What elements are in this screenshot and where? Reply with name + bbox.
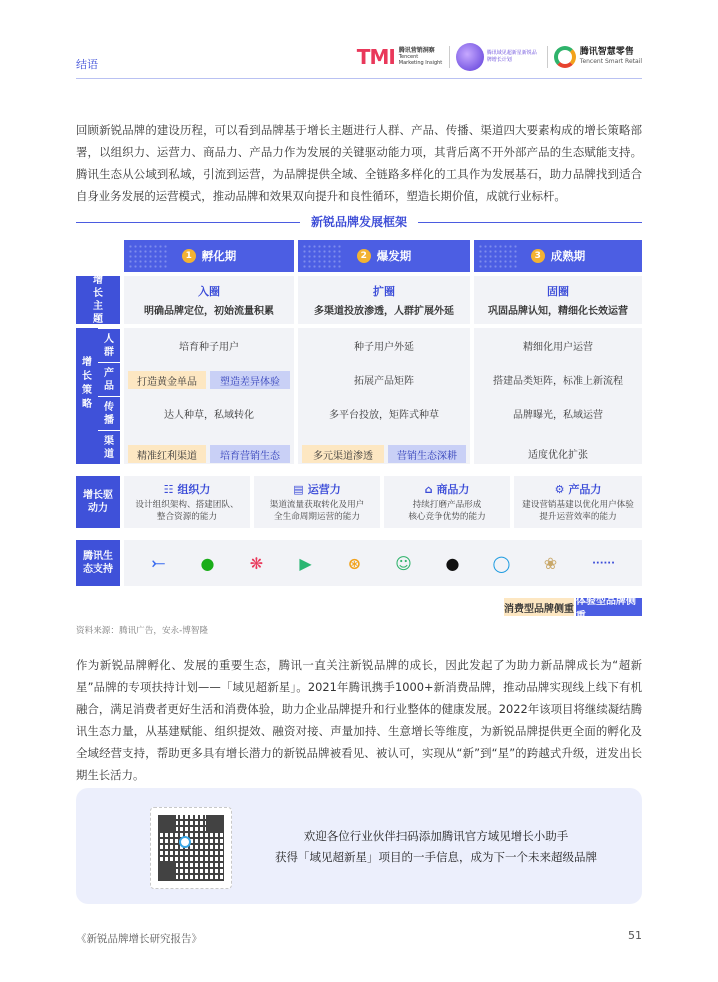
tmi-en-name: Tencent Marketing Insight: [398, 54, 443, 66]
phase-name: 成熟期: [550, 249, 586, 263]
strategy-sub-communication: 传播: [98, 396, 120, 430]
driver-desc: 设计组织架构、搭建团队、: [135, 500, 239, 510]
smart-retail-en: Tencent Smart Retail: [579, 58, 642, 65]
wechat-icon: ●: [200, 553, 215, 573]
smart-retail-logo: [554, 46, 642, 68]
channels-icon: ❋: [249, 553, 264, 573]
driver-card-shop: [384, 476, 510, 528]
phase-header-2: [298, 240, 470, 272]
theme-title: 固圈: [547, 285, 569, 298]
qq-icon: ●: [445, 553, 460, 573]
driver-title: 产品力: [568, 483, 602, 496]
phase-header-3: [474, 240, 642, 272]
theme-cell-2: [298, 276, 470, 324]
theme-title: 扩圈: [373, 285, 395, 298]
strategy-cell: 精细化用户运营: [523, 341, 593, 353]
strategy-cell: 拓展产品矩阵: [354, 375, 414, 387]
experience-focus-tag: 塑造差异体验: [210, 371, 290, 389]
strategy-cell: 品牌曝光，私域运营: [513, 409, 603, 421]
tencent-eco-apps: [124, 540, 642, 586]
strategy-label-text: 增长策略: [82, 357, 92, 410]
page-number: 51: [628, 929, 642, 942]
dot-pattern: [302, 244, 342, 268]
theme-cell-3: [474, 276, 642, 324]
driver-desc: 持续打磨产品形成: [412, 500, 482, 510]
phase-name: 孵化期: [201, 249, 237, 263]
theme-cell-1: [124, 276, 294, 324]
legend-consumer: 消费型品牌侧重: [504, 598, 574, 616]
phase-number: 2: [357, 249, 371, 263]
intro-paragraph: 回顾新锐品牌的建设历程，可以看到品牌基于增长主题进行人群、产品、传播、渠道四大要素构成的增长策略部署，以组织力、运营力、商品力、产品力作为发展的关键驱动能力项，其背后离不开外部产品的生态赋能支持。腾讯生态从公域到私域，引流到运营，为品牌提供全域、全链路多样化的工具作为发展基石，助力品牌找到适合自身业务发展的运营模式，推动品牌和效果双向提升和良性循环，塑造长期价值，成就行业标杆。: [76, 123, 642, 203]
qr-card: [150, 807, 232, 889]
report-title: 《新锐品牌增长研究报告》: [76, 933, 202, 945]
strategy-cell: 达人种草，私域转化: [164, 409, 254, 421]
wechat-pay-icon: ⊛: [347, 553, 362, 573]
strategy-cell: 种子用户外延: [354, 341, 414, 353]
driver-desc: 全生命周期运营的能力: [274, 512, 360, 522]
driver-card-product: [514, 476, 642, 528]
smart-retail-ring-icon: [554, 46, 576, 68]
product-icon: ⚙: [554, 482, 565, 496]
logo-separator: [449, 46, 450, 68]
driver-desc: 提升运营效率的能力: [539, 512, 617, 522]
body-paragraph: 作为新锐品牌孵化、发展的重要生态，腾讯一直关注新锐品牌的成长，因此发起了为助力新品牌成长为“超新星”品牌的专项扶持计划——「域见超新星」。2021年腾讯携手1000+新消费品牌，推动品牌实现线上线下有机融合，满足消费者更好生活和消费体验，助力企业品牌提升和行业整体的健康发展。2022年该项目将继续凝结腾讯生态力量，从基建赋能、组织提效、融资对接、声量加持、生意增长等维度，为新锐品牌提供更全面的孵化及全域经营支持，帮助更多具有增长潜力的新锐品牌被看见、被认可，实现从“新”到“星”的跨越式升级，迸发出长期生长活力。: [76, 658, 642, 782]
phase-name: 爆发期: [376, 249, 412, 263]
qr-center-logo: [179, 836, 191, 848]
consumer-focus-tag: 多元渠道渗透: [302, 445, 384, 463]
qr-line-2: 获得「域见超新星」项目的一手信息，成为下一个未来超级品牌: [275, 850, 597, 864]
logo-separator: [547, 46, 548, 68]
header-divider: [76, 78, 642, 79]
page-header: [76, 42, 642, 76]
experience-focus-tag: 营销生态深耕: [388, 445, 466, 463]
driver-desc: 核心竞争优势的能力: [408, 512, 486, 522]
strategy-cell: 培育种子用户: [179, 341, 239, 353]
dot-pattern: [128, 244, 168, 268]
strategy-cell: 适度优化扩张: [528, 449, 588, 461]
tencent-ads-icon: ⤚: [152, 553, 165, 572]
growth-driver-label: 增长驱动力: [76, 476, 120, 528]
strategy-sub-channel: 渠道: [98, 430, 120, 464]
tencent-eco-label: 腾讯生态支持: [76, 540, 120, 586]
strategy-cell: 多平台投放，矩阵式种草: [329, 409, 439, 421]
phase-header-1: [124, 240, 294, 272]
smart-retail-cn: 腾讯智慧零售: [579, 47, 634, 57]
phase-number: 3: [531, 249, 545, 263]
driver-title: 运营力: [307, 483, 341, 496]
qr-code-icon[interactable]: [158, 815, 224, 881]
tencent-meeting-icon: ☺: [395, 553, 412, 573]
strategy-sub-product: 产品: [98, 362, 120, 396]
strategy-cell: 搭建品类矩阵，标准上新流程: [493, 375, 623, 387]
theme-desc: 巩固品牌认知，精细化长效运营: [488, 306, 628, 317]
data-source: 资料来源：腾讯广告，安永-博智隆: [76, 626, 209, 636]
theme-desc: 明确品牌定位，初始流量积累: [144, 306, 274, 317]
legend-experience: 体验型品牌侧重: [576, 598, 642, 616]
theme-desc: 多渠道投放渗透，人群扩展外延: [314, 306, 454, 317]
dot-pattern: [478, 244, 518, 268]
qq-browser-icon: ◯: [492, 553, 511, 573]
tmi-logo: [357, 45, 443, 69]
driver-title: 组织力: [177, 483, 211, 496]
driver-desc: 整合资源的能力: [156, 512, 218, 522]
driver-title: 商品力: [436, 483, 470, 496]
strategy-sub-audience: 人群: [98, 328, 120, 362]
consumer-focus-tag: 精准红利渠道: [128, 445, 206, 463]
more-icon: ······: [592, 557, 615, 569]
qr-callout: [76, 788, 642, 904]
growth-theme-label: 增长主题: [76, 276, 120, 324]
phase-number: 1: [182, 249, 196, 263]
section-title: 结语: [76, 58, 98, 71]
tmi-cn-name: 腾讯营销洞察: [398, 47, 435, 54]
driver-card-ops: [254, 476, 380, 528]
logo-group: [357, 42, 642, 72]
ops-icon: ▤: [293, 482, 304, 496]
org-icon: ☷: [163, 482, 174, 496]
tencent-video-icon: ▶: [299, 553, 312, 573]
qr-message: [246, 826, 626, 868]
tmi-logo-mark: TMI: [356, 45, 395, 69]
qr-line-1: 欢迎各位行业伙伴扫码添加腾讯官方域见增长小助手: [303, 829, 569, 843]
program-badge-icon: [456, 43, 484, 71]
experience-focus-tag: 培育营销生态: [210, 445, 290, 463]
consumer-focus-tag: 打造黄金单品: [128, 371, 206, 389]
program-logo: [456, 43, 541, 71]
driver-card-org: [124, 476, 250, 528]
shop-icon: ⌂: [424, 482, 433, 496]
mini-program-icon: ❀: [543, 553, 558, 573]
driver-desc: 建设营销基建以优化用户体验: [522, 500, 634, 510]
theme-title: 入圈: [198, 285, 220, 298]
framework-title: 新锐品牌发展框架: [300, 213, 418, 230]
program-name: 腾讯域见超新星新锐品牌增长计划: [486, 50, 537, 63]
driver-desc: 渠道流量获取转化及用户: [269, 500, 365, 510]
